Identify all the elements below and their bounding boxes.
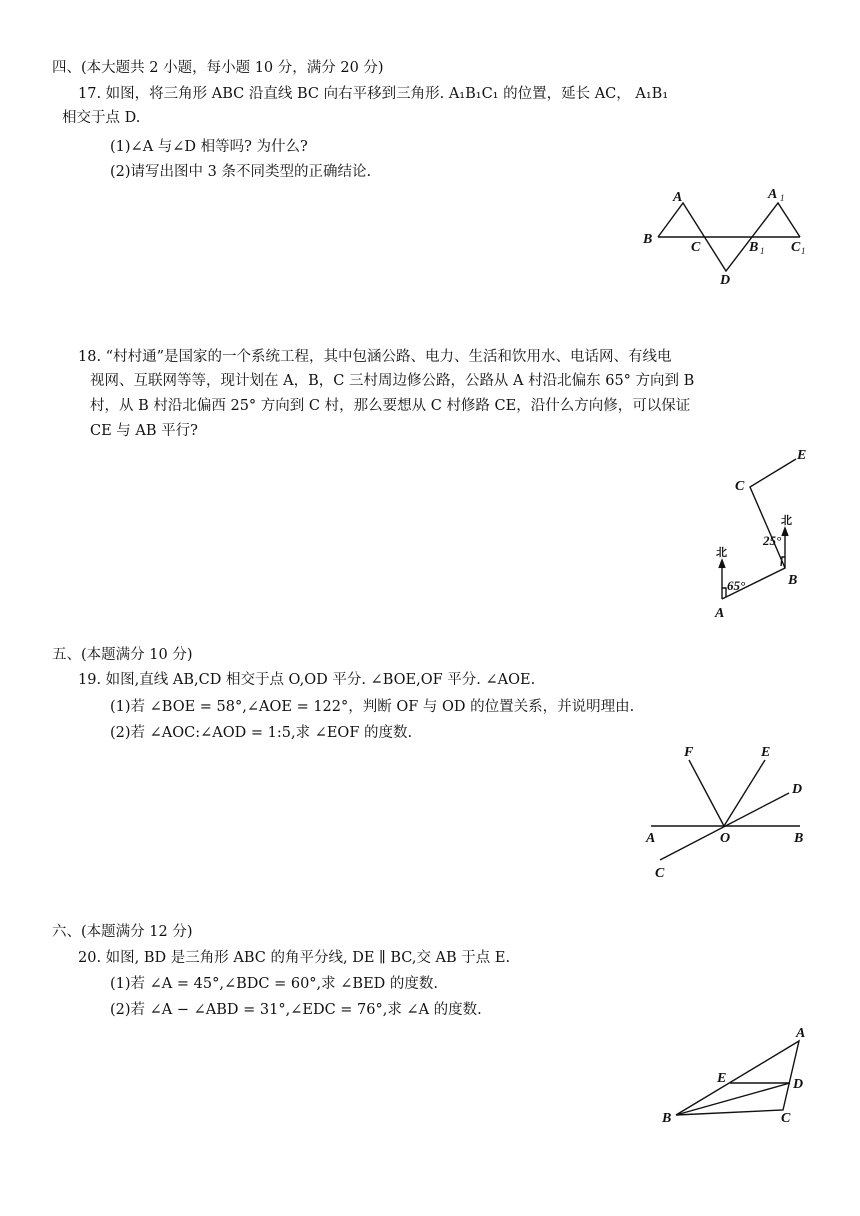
q18-text-line4: CE 与 AB 平行? <box>90 423 198 439</box>
q19-text-line1: 19. 如图,直线 AB,CD 相交于点 O,OD 平分. ∠BOE,OF 平分. ∠AOE. <box>78 672 536 688</box>
q18-text-line2: 视网、互联网等等，现计划在 A，B，C 三村周边修公路，公路从 A 村沿北偏东 65° 方向到 B <box>90 373 695 389</box>
q17-label-b1: B <box>749 240 759 255</box>
q17-label-d: D <box>720 273 731 288</box>
q17-label-c1-sub: 1 <box>801 246 806 256</box>
q19-part1: (1)若 ∠BOE = 58°,∠AOE = 122°，判断 OF 与 OD 的位置关系，并说明理由. <box>110 699 635 715</box>
q18-label-b: B <box>788 573 798 588</box>
q19-label-b: B <box>794 831 804 846</box>
q20-text-line1: 20. 如图, BD 是三角形 ABC 的角平分线, DE ∥ BC,交 AB 于点 E. <box>78 950 511 966</box>
q19-label-a: A <box>646 831 656 846</box>
q18-label-north-b: 北 <box>781 514 792 527</box>
q19-label-o: O <box>720 831 731 846</box>
q17-label-a1-sub: 1 <box>780 193 785 203</box>
q19-label-f: F <box>684 745 694 760</box>
q20-label-e: E <box>717 1071 727 1086</box>
q17-label-c1: C <box>791 240 801 255</box>
q18-angle-25: 25° <box>763 533 782 548</box>
q17-part1: (1)∠A 与∠D 相等吗? 为什么? <box>110 139 308 155</box>
q19-label-c: C <box>655 866 665 881</box>
q17-label-a1: A <box>768 187 778 202</box>
q18-label-e: E <box>797 448 807 463</box>
q17-text-line2: 相交于点 D. <box>62 110 141 126</box>
q19-part2: (2)若 ∠AOC:∠AOD = 1:5,求 ∠EOF 的度数. <box>110 725 413 741</box>
q19-label-e: E <box>761 745 771 760</box>
q18-label-c: C <box>735 479 745 494</box>
q19-label-d: D <box>792 782 803 797</box>
q18-angle-65: 65° <box>727 578 746 593</box>
q18-text-line1: 18. “村村通”是国家的一个系统工程，其中包涵公路、电力、生活和饮用水、电话网、有线电 <box>78 349 672 365</box>
q17-text-line1: 17. 如图，将三角形 ABC 沿直线 BC 向右平移到三角形. A₁B₁C₁ 的位置，延长 AC， A₁B₁ <box>78 86 669 102</box>
section5-heading: 五、(本题满分 10 分) <box>52 647 193 663</box>
q20-part2: (2)若 ∠A − ∠ABD = 31°,∠EDC = 76°,求 ∠A 的度数. <box>110 1002 482 1018</box>
q20-label-a: A <box>796 1026 806 1041</box>
section4-heading: 四、(本大题共 2 小题，每小题 10 分，满分 20 分) <box>52 60 384 76</box>
q18-text-line3: 村，从 B 村沿北偏西 25° 方向到 C 村，那么要想从 C 村修路 CE，沿什么方向修，可以保证 <box>90 398 691 414</box>
q20-label-c: C <box>781 1111 791 1126</box>
q17-label-b1-sub: 1 <box>760 246 765 256</box>
q20-triangle-abc <box>676 1041 799 1115</box>
q17-label-a: A <box>673 190 683 205</box>
q18-label-north-a: 北 <box>716 546 727 559</box>
q17-label-c: C <box>691 240 701 255</box>
q18-label-a: A <box>715 606 725 621</box>
q17-part2: (2)请写出图中 3 条不同类型的正确结论. <box>110 164 372 180</box>
section6-heading: 六、(本题满分 12 分) <box>52 924 193 940</box>
q20-part1: (1)若 ∠A = 45°,∠BDC = 60°,求 ∠BED 的度数. <box>110 976 438 992</box>
q20-label-b: B <box>662 1111 672 1126</box>
q20-label-d: D <box>793 1077 804 1092</box>
q17-label-b: B <box>643 232 653 247</box>
